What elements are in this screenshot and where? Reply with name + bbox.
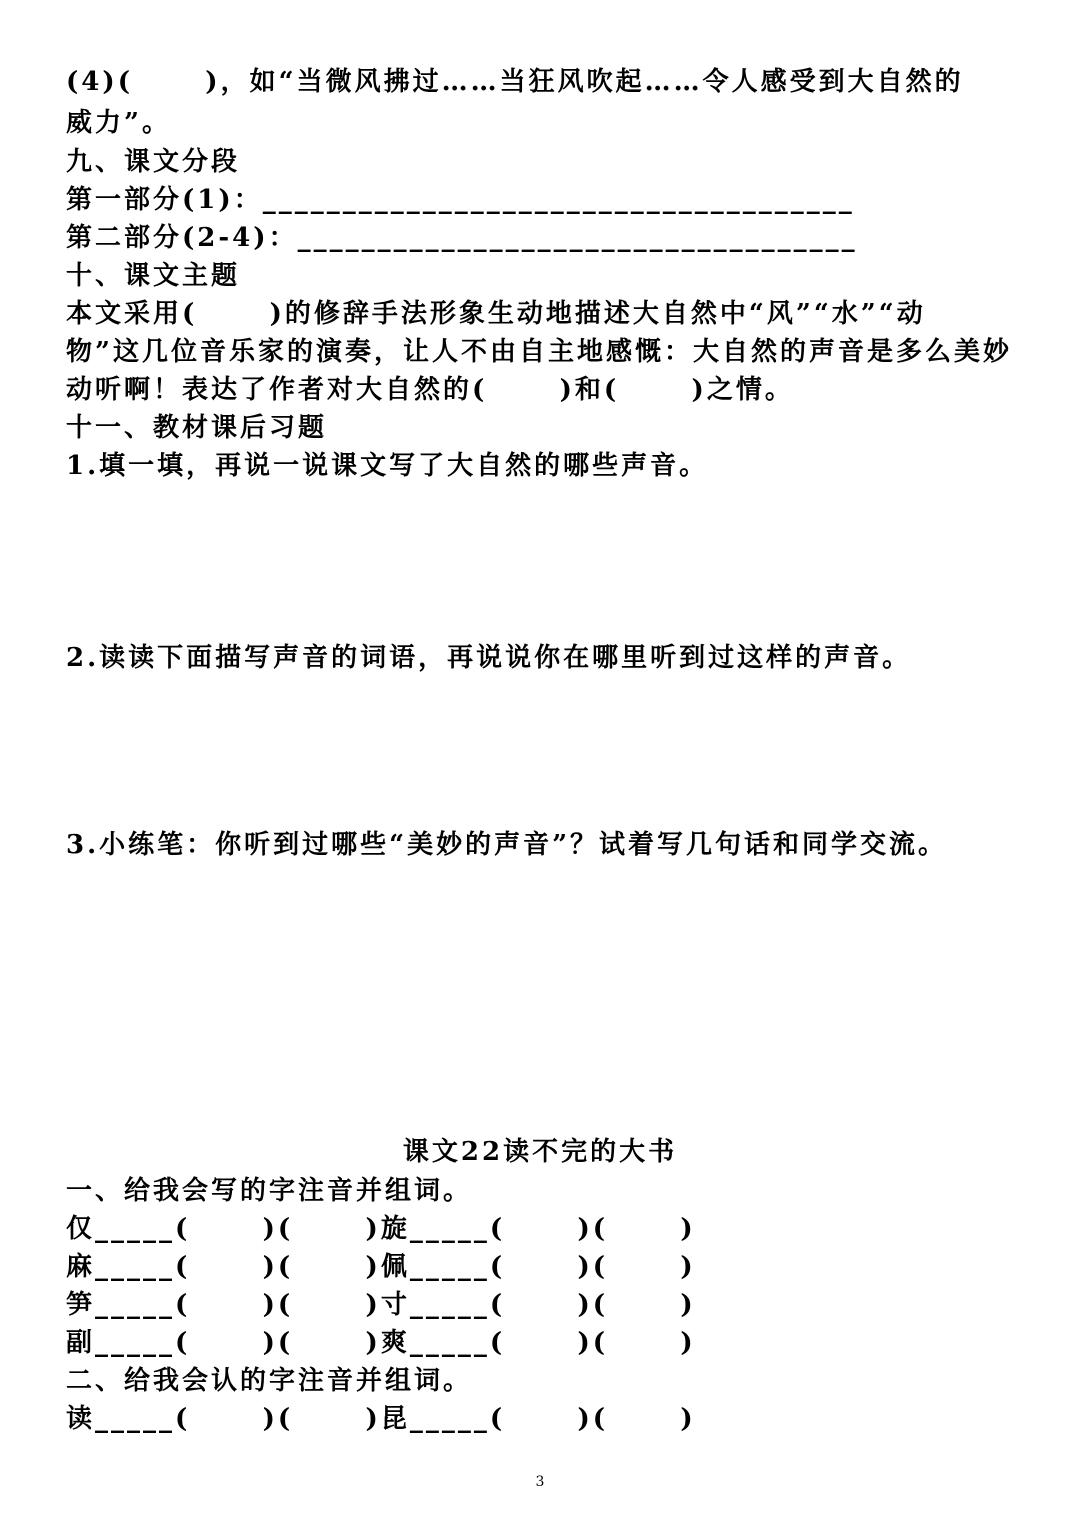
- character-row: 笋_____( )( )寸_____( )( ): [66, 1290, 696, 1320]
- section9-part2: 第二部分(2-4)：___________________________________: [66, 223, 858, 253]
- page-number: 3: [535, 1474, 545, 1490]
- exercise-2: 2.读读下面描写声音的词语，再说说你在哪里听到过这样的声音。: [66, 643, 912, 673]
- section10-line1: 本文采用( )的修辞手法形象生动地描述大自然中“风”“水”“动: [66, 299, 926, 329]
- exercise-1: 1.填一填，再说一说课文写了大自然的哪些声音。: [66, 451, 709, 481]
- section9-heading: 九、课文分段: [66, 147, 241, 177]
- section10-line3: 动听啊！表达了作者对大自然的( )和( )之情。: [66, 375, 794, 405]
- section9-part1: 第一部分(1)：_____________________________________: [66, 185, 855, 215]
- character-row: 麻_____( )( )佩_____( )( ): [66, 1252, 696, 1282]
- section8-line2: 威力”。: [66, 108, 171, 138]
- character-row: 读_____( )( )昆_____( )( ): [66, 1404, 696, 1434]
- lesson22-part2-heading: 二、给我会认的字注音并组词。: [66, 1366, 473, 1396]
- section11-heading: 十一、教材课后习题: [66, 413, 328, 443]
- section10-line2: 物”这几位音乐家的演奏，让人不由自主地感慨：大自然的声音是多么美妙: [66, 337, 1012, 367]
- lesson22-part1-heading: 一、给我会写的字注音并组词。: [66, 1176, 473, 1206]
- lesson22-title: 课文22读不完的大书: [402, 1137, 678, 1167]
- character-row: 仅_____( )( )旋_____( )( ): [66, 1214, 696, 1244]
- exercise-3: 3.小练笔：你听到过哪些“美妙的声音”？试着写几句话和同学交流。: [66, 830, 948, 860]
- section10-heading: 十、课文主题: [66, 261, 241, 291]
- character-row: 副_____( )( )爽_____( )( ): [66, 1328, 696, 1358]
- section8-line1: (4)( )，如“当微风拂过……当狂风吹起……令人感受到大自然的: [66, 67, 964, 97]
